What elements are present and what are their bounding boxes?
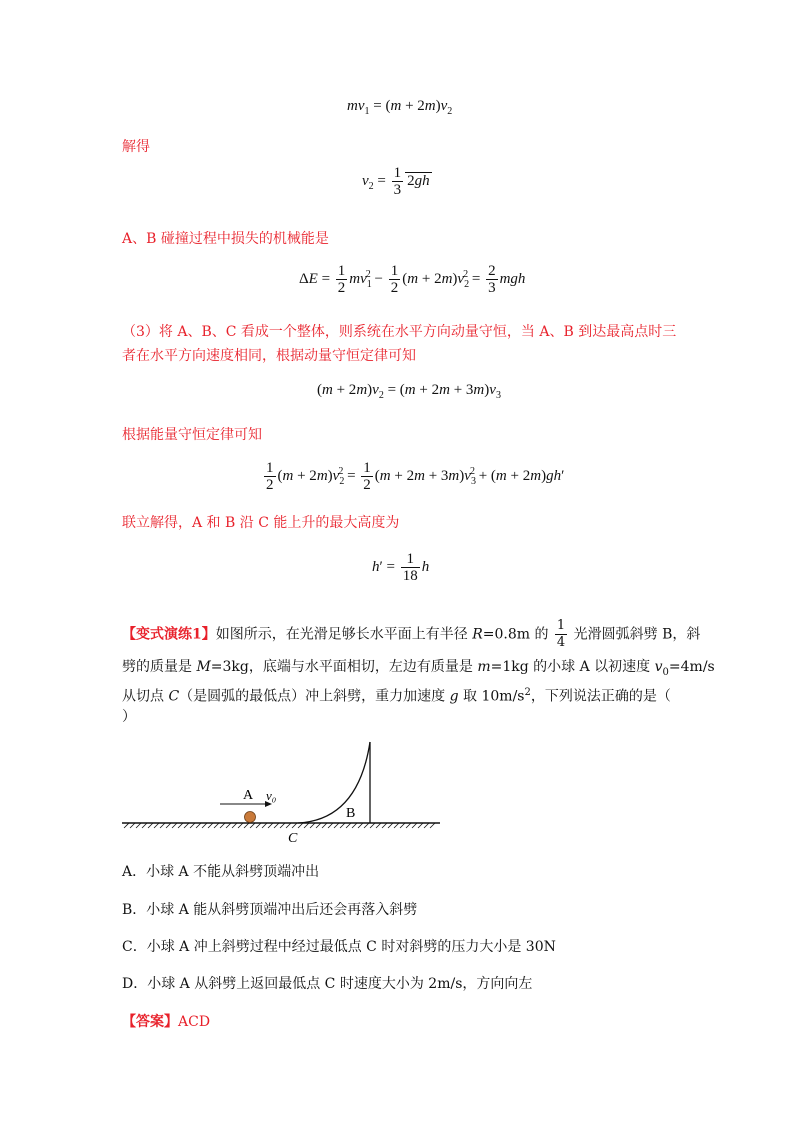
equation-max-height: h′ = $\frac{1}{18}$ h: [372, 551, 430, 584]
label-c: C: [288, 831, 298, 843]
answer-tag: 【答案】: [122, 1014, 178, 1030]
part3-line2: 者在水平方向速度相同，根据动量守恒定律可知: [122, 348, 416, 364]
exercise-question-line2: 劈的质量是 M=3kg，底端与水平面相切，左边有质量是 m=1kg 的小球 A 以初速度 $v_0=4m/s$: [122, 659, 715, 678]
solve-label: 解得: [122, 139, 150, 155]
physics-figure: [120, 738, 445, 843]
exercise-question-line1: 【变式演练1】如图所示，在光滑足够长水平面上有半径 R=0.8m 的 $\frac{1}{4}$ 光滑圆弧斜劈 B，斜: [122, 618, 701, 650]
answer-value: ACD: [178, 1014, 211, 1030]
equation-momentum-system: $(m + 2m)v_2 = (m + 2m + 3m)v_3$: [317, 382, 501, 401]
label-b: B: [346, 806, 356, 821]
exercise-tag: 【变式演练1】: [122, 626, 216, 643]
option-c: C．小球 A 冲上斜劈过程中经过最低点 C 时对斜劈的压力大小是 30N: [122, 939, 556, 955]
equation-energy-loss: ΔE = $\frac{1}{2}$ $mv_1^2$ − $\frac{1}{2}$ $(m + 2m)v_2^2$ = $\frac{2}{3}$ mgh: [299, 263, 526, 296]
wedge-arc: [298, 742, 370, 823]
label-a: A: [243, 788, 254, 803]
ball-a: [245, 812, 256, 823]
exercise-question-line3: 从切点 C（是圆弧的最低点）冲上斜劈，重力加速度 g 取 $10m/s^2$，下列说法正确的是（: [122, 687, 671, 705]
part3-line1: （3）将 A、B、C 看成一个整体，则系统在水平方向动量守恒，当 A、B 到达最高点时三: [122, 324, 677, 340]
energy-conservation-label: 根据能量守恒定律可知: [122, 427, 262, 443]
exercise-question-line4: ）: [122, 709, 136, 725]
label-v0: v₀: [266, 788, 277, 803]
equation-momentum-collision: $mv_1 = (m + 2m)v_2$: [347, 98, 453, 117]
option-d: D．小球 A 从斜劈上返回最低点 C 时速度大小为 2m/s，方向向左: [122, 976, 533, 992]
equation-energy-conservation: $\frac{1}{2}$ $(m + 2m)v_2^2$ = $\frac{1}{2}$ $(m + 2m + 3m)v_3^2 + (m + 2m)gh'$: [266, 460, 565, 493]
equation-v2: $v_2$ = $\frac{1}{3}$ 2gh: [362, 165, 430, 198]
answer-line: [122, 1012, 210, 1032]
option-b: B．小球 A 能从斜劈顶端冲出后还会再落入斜劈: [122, 902, 418, 918]
result-label: 联立解得，A 和 B 沿 C 能上升的最大高度为: [122, 515, 400, 531]
energy-loss-label: A、B 碰撞过程中损失的机械能是: [122, 231, 329, 247]
option-a: A．小球 A 不能从斜劈顶端冲出: [122, 864, 320, 880]
